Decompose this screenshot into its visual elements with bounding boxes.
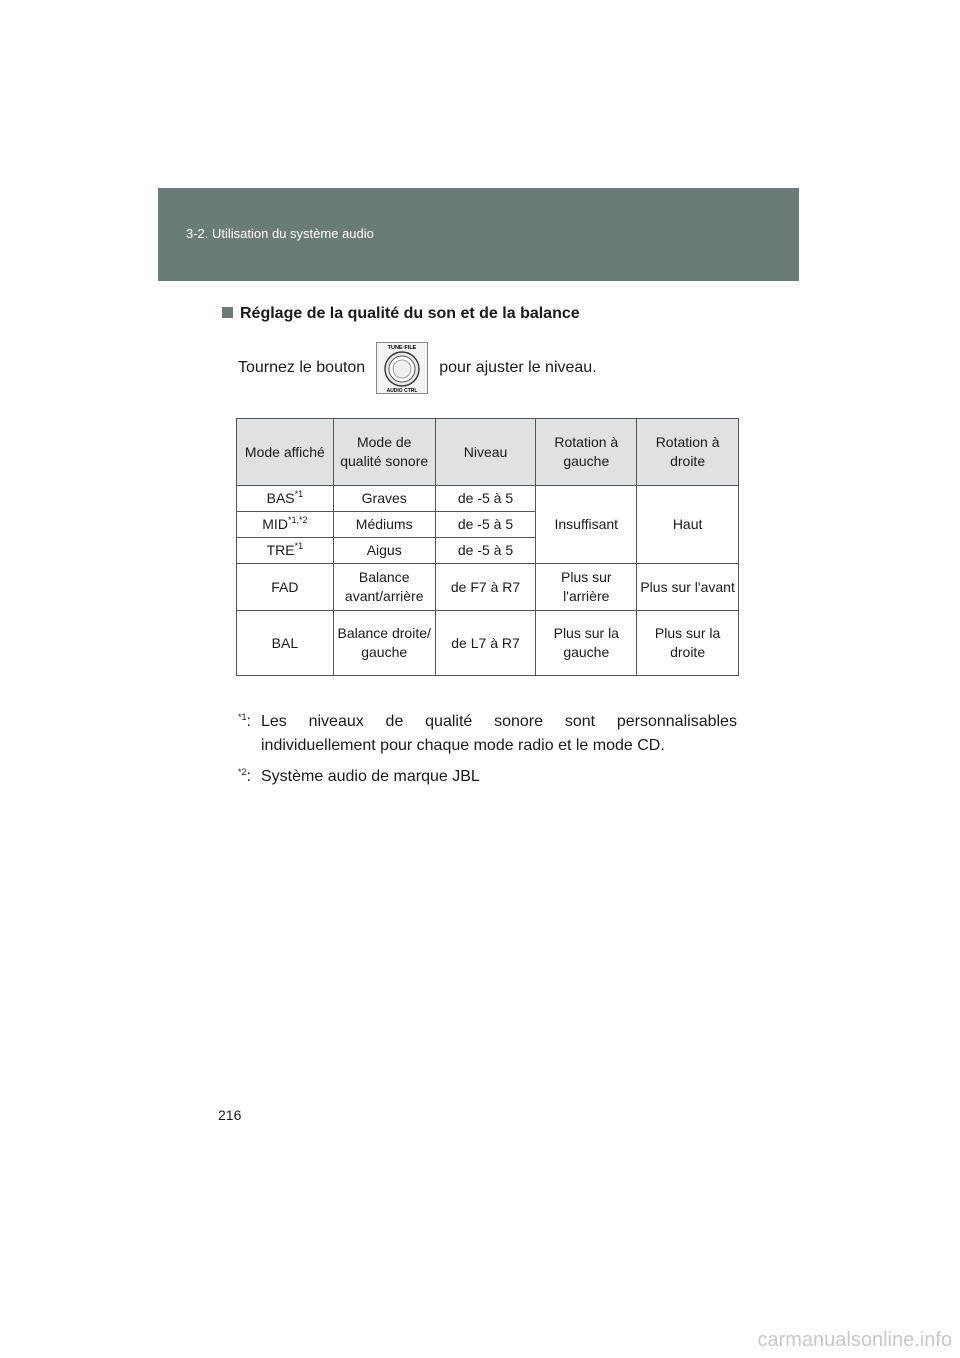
mode-cell: TRE$^{*1}$: [237, 538, 334, 564]
instruction-after: pour ajuster le niveau.: [439, 359, 597, 376]
right-cell: Plus sur l'avant: [637, 564, 739, 611]
table-row: [237, 611, 739, 676]
level-cell: de -5 à 5: [435, 538, 536, 564]
quality-cell: Balance avant/arrière: [333, 564, 435, 611]
tune-knob-icon: [376, 342, 428, 394]
instruction: [238, 342, 597, 394]
header-cell: Rotation à gauche: [536, 419, 637, 486]
watermark: carmanualsonline.info: [757, 1329, 952, 1351]
table-header-row: [237, 419, 739, 486]
shared-left-cell: Insuffisant: [536, 486, 637, 564]
level-cell: de F7 à R7: [435, 564, 536, 611]
level-cell: de -5 à 5: [435, 486, 536, 512]
header-cell: Mode affiché: [237, 419, 334, 486]
footnote-line-1: Les niveaux de qualité sonore sont personnalisables: [261, 713, 737, 730]
page-number: 216: [218, 1107, 242, 1123]
header-cell: Rotation à droite: [637, 419, 739, 486]
mode-cell: FAD: [237, 564, 334, 611]
quality-cell: Graves: [333, 486, 435, 512]
left-cell: Plus sur la gauche: [536, 611, 637, 676]
quality-cell: Médiums: [333, 512, 435, 538]
mode-cell: $MID^{*1,*2}$: [237, 512, 334, 538]
header-cell: Mode de qualité sonore: [333, 419, 435, 486]
quality-cell: Aigus: [333, 538, 435, 564]
knob-top-label: TUNE·FILE: [387, 345, 417, 351]
section-heading: [222, 305, 580, 323]
footnote-1: [238, 710, 738, 760]
footnote-text: [261, 710, 737, 758]
footnote-text: Système audio de marque JBL: [261, 768, 480, 785]
shared-right-cell: Haut: [637, 486, 739, 564]
sound-settings-table: [236, 418, 739, 676]
header-band: [158, 188, 799, 281]
section-label: 3-2. Utilisation du système audio: [186, 226, 374, 241]
table-row: [237, 564, 739, 611]
instruction-before: Tournez le bouton: [238, 359, 366, 376]
knob-bottom-label: AUDIO CTRL: [386, 388, 418, 394]
mode-cell: BAS$^{*1}$: [237, 486, 334, 512]
mode-cell: BAL: [237, 611, 334, 676]
heading-text: Réglage de la qualité du son et de la balance: [240, 305, 580, 322]
footnote-2: [238, 765, 738, 791]
footnote-marker: $^{*2}$:: [238, 767, 251, 785]
footnote-marker: $^{*1}$:: [238, 712, 251, 730]
header-cell: Niveau: [435, 419, 536, 486]
table-row: [237, 486, 739, 512]
level-cell: de L7 à R7: [435, 611, 536, 676]
footnote-line-2: individuellement pour chaque mode radio et le mode CD.: [261, 737, 665, 754]
left-cell: Plus sur l'arrière: [536, 564, 637, 611]
quality-cell: Balance droite/ gauche: [333, 611, 435, 676]
level-cell: de -5 à 5: [435, 512, 536, 538]
bullet-square-icon: [222, 307, 233, 318]
right-cell: Plus sur la droite: [637, 611, 739, 676]
